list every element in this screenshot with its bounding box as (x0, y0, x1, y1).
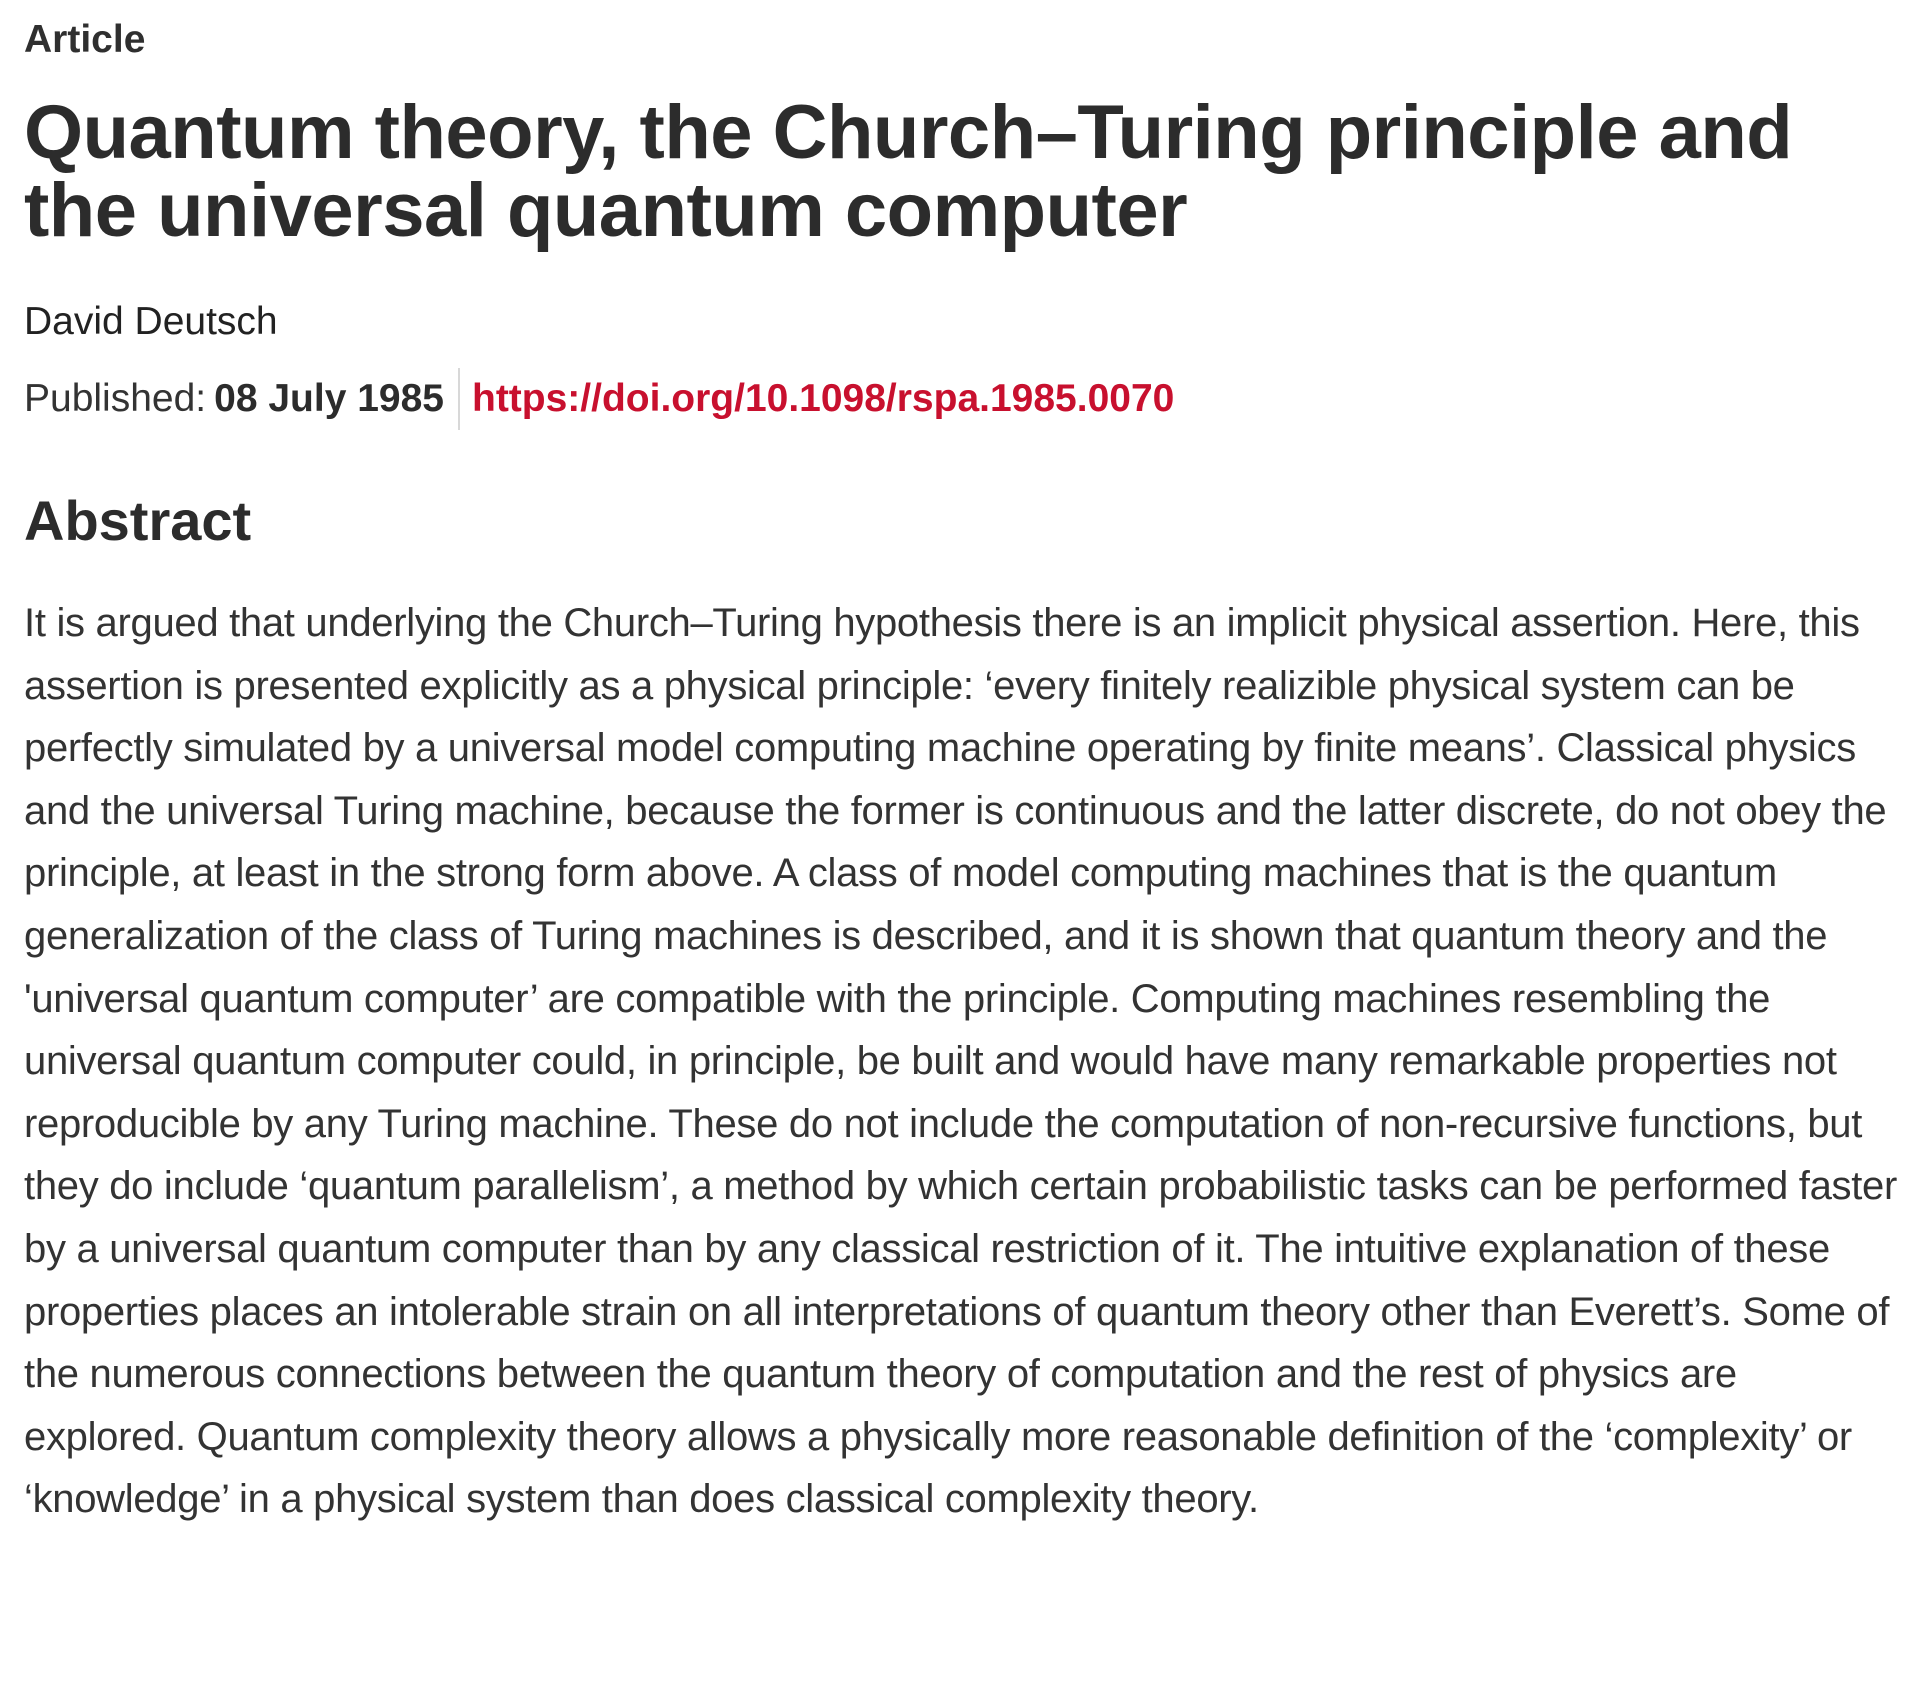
published-date: 08 July 1985 (214, 377, 444, 420)
author-name[interactable]: David Deutsch (24, 300, 278, 343)
abstract-heading: Abstract (24, 489, 252, 552)
abstract-text: It is argued that underlying the Church–Turing hypothesis there is an implicit physical assertion. Here, this assertion is presented explicitly as a physical principle: ‘every finitely realizible physical system can be perfectly simulated by a universal model computing machine operating by finite means’. Classical physics and the universal Turing machine, because the former is continuous and the latter discrete, do not obey the principle, at least in the strong form above. A class of model computing machines that is the quantum generalization of the class of Turing machines is described, and it is shown that quantum theory and the 'universal quantum computer’ are compatible with the principle. Computing machines resembling the universal quantum computer could, in principle, be built and would have many remarkable properties not reproducible by any Turing machine. These do not include the computation of non-recursive functions, but they do include ‘quantum parallelism’, a method by which certain probabilistic tasks can be performed faster by a universal quantum computer than by any classical restriction of it. The intuitive explanation of these properties places an intolerable strain on all interpretations of quantum theory other than Everett’s. Some of the numerous connections between the quantum theory of computation and the rest of physics are explored. Quantum complexity theory allows a physically more reasonable definition of the ‘complexity’ or ‘knowledge’ in a physical system than does classical complexity theory. (24, 601, 1898, 1522)
publication-info (24, 368, 1896, 430)
divider (458, 368, 460, 430)
article-type-label: Article (24, 18, 146, 61)
article-title: Quantum theory, the Church–Turing principle and the universal quantum computer (24, 90, 1793, 253)
doi-link[interactable]: https://doi.org/10.1098/rspa.1985.0070 (472, 377, 1175, 420)
published-label: Published: (24, 377, 207, 420)
